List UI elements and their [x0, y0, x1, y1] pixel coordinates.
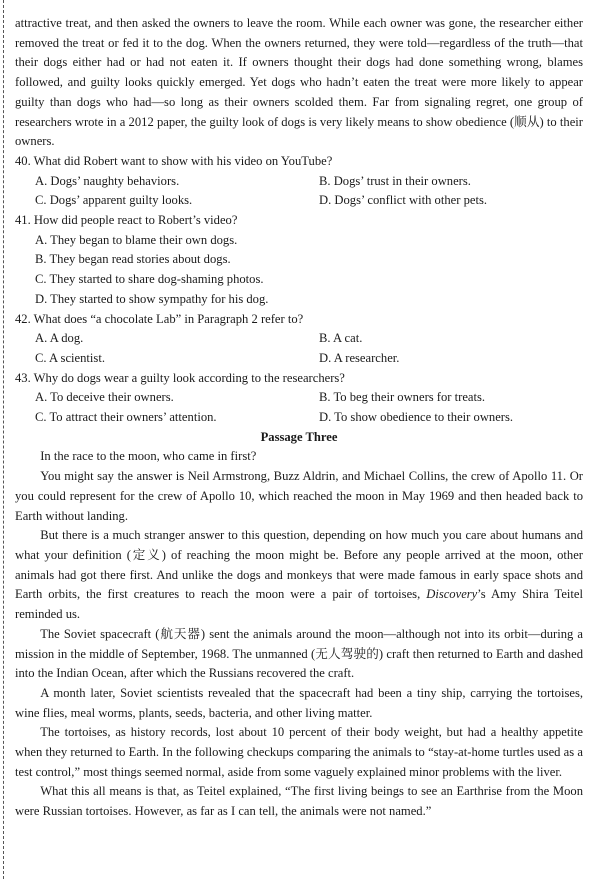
- question-42: [15, 310, 583, 369]
- passage-paragraph: What this all means is that, as Teitel explained, “The first living beings to see an Earthrise from the Moon were Russian tortoises. However, as far as I can tell, the animals were not named.”: [15, 784, 583, 819]
- passage-paragraph: [15, 526, 583, 625]
- option-d: D. Dogs’ conflict with other pets.: [319, 193, 487, 208]
- option-a: A. A dog.: [35, 331, 84, 346]
- option-c: C. A scientist.: [35, 350, 105, 365]
- source-name: Discovery: [426, 587, 478, 602]
- passage-two-paragraph: attractive treat, and then asked the owners to leave the room. While each owner was gone, the researcher either removed the treat or fed it to the dog. When the owners returned, they were told—regardless of the truth—that their dogs either had or had not eaten it. If owners thought their dogs had done something wrong, blames followed, and guilty looks quickly emerged. Yet dogs who hadn’t eaten the treat were more likely to appear guilty than dogs who had—so long as their owners scolded them. Far from signaling regret, one group of researchers wrote in a 2012 paper, the guilty look of dogs is very likely means to show obedience (顺从) to their owners.: [15, 16, 583, 149]
- option-a: A. Dogs’ naughty behaviors.: [35, 173, 180, 188]
- option-b: B. To beg their owners for treats.: [319, 390, 486, 405]
- option-b: B. A cat.: [319, 331, 363, 346]
- option-c: C. Dogs’ apparent guilty looks.: [35, 193, 193, 208]
- binding-margin-line: [3, 0, 4, 879]
- question-41: [15, 211, 583, 310]
- question-stem: 42. What does “a chocolate Lab” in Paragraph 2 refer to?: [15, 311, 304, 326]
- exam-page: [15, 14, 583, 822]
- paragraph-text: But there is a much stranger answer to this question, depending on how much you care about humans and what your definition (定义) of reaching the moon might be. Before any people arrived at the moon, other animals had got there first. And unlike the dogs and monkeys that were made famous in early space shots and Earth orbits, the first creatures to reach the moon were a pair of tortoises,: [15, 528, 583, 602]
- question-43: [15, 369, 583, 428]
- option-d: D. To show obedience to their owners.: [319, 410, 514, 425]
- option-a: A. They began to blame their own dogs.: [35, 232, 238, 247]
- option-a: A. To deceive their owners.: [35, 390, 174, 405]
- question-stem: 43. Why do dogs wear a guilty look according to the researchers?: [15, 370, 345, 385]
- passage-paragraph: The tortoises, as history records, lost about 10 percent of their body weight, but had a healthy appetite when they returned to Earth. In the following checkups comparing the animals to “stay-at-home turtles used as a test control,” most things seemed normal, aside from some vaguely explained minor problems with the liver.: [15, 725, 583, 779]
- question-stem: 40. What did Robert want to show with his video on YouTube?: [15, 153, 333, 168]
- option-c: C. They started to share dog-shaming photos.: [35, 272, 264, 287]
- passage-paragraph: In the race to the moon, who came in first?: [40, 449, 257, 464]
- option-c: C. To attract their owners’ attention.: [35, 410, 217, 425]
- option-d: D. They started to show sympathy for his dog.: [35, 291, 269, 306]
- passage-paragraph: You might say the answer is Neil Armstrong, Buzz Aldrin, and Michael Collins, the crew of Apollo 11. Or you could represent for the crew of Apollo 10, which reached the moon in May 1969 and then headed back to Earth without landing.: [15, 469, 583, 523]
- option-b: B. Dogs’ trust in their owners.: [319, 173, 471, 188]
- option-d: D. A researcher.: [319, 350, 400, 365]
- passage-paragraph: A month later, Soviet scientists revealed that the spacecraft had been a tiny ship, carrying the tortoises, wine flies, meal worms, plants, seeds, bacteria, and other living matter.: [15, 685, 583, 720]
- passage-paragraph: The Soviet spacecraft (航天器) sent the animals around the moon—although not into its orbit—during a mission in the middle of September, 1968. The unmanned (无人驾驶的) craft then returned to Earth and dashed into the Indian Ocean, after which the Russians recovered the craft.: [15, 626, 583, 681]
- paragraph-text: ’s Amy Shira Teitel reminded us.: [15, 587, 583, 622]
- passage-title: Passage Three: [260, 429, 338, 444]
- question-40: [15, 152, 583, 211]
- option-b: B. They began read stories about dogs.: [35, 252, 231, 267]
- question-stem: 41. How did people react to Robert’s video?: [15, 213, 238, 228]
